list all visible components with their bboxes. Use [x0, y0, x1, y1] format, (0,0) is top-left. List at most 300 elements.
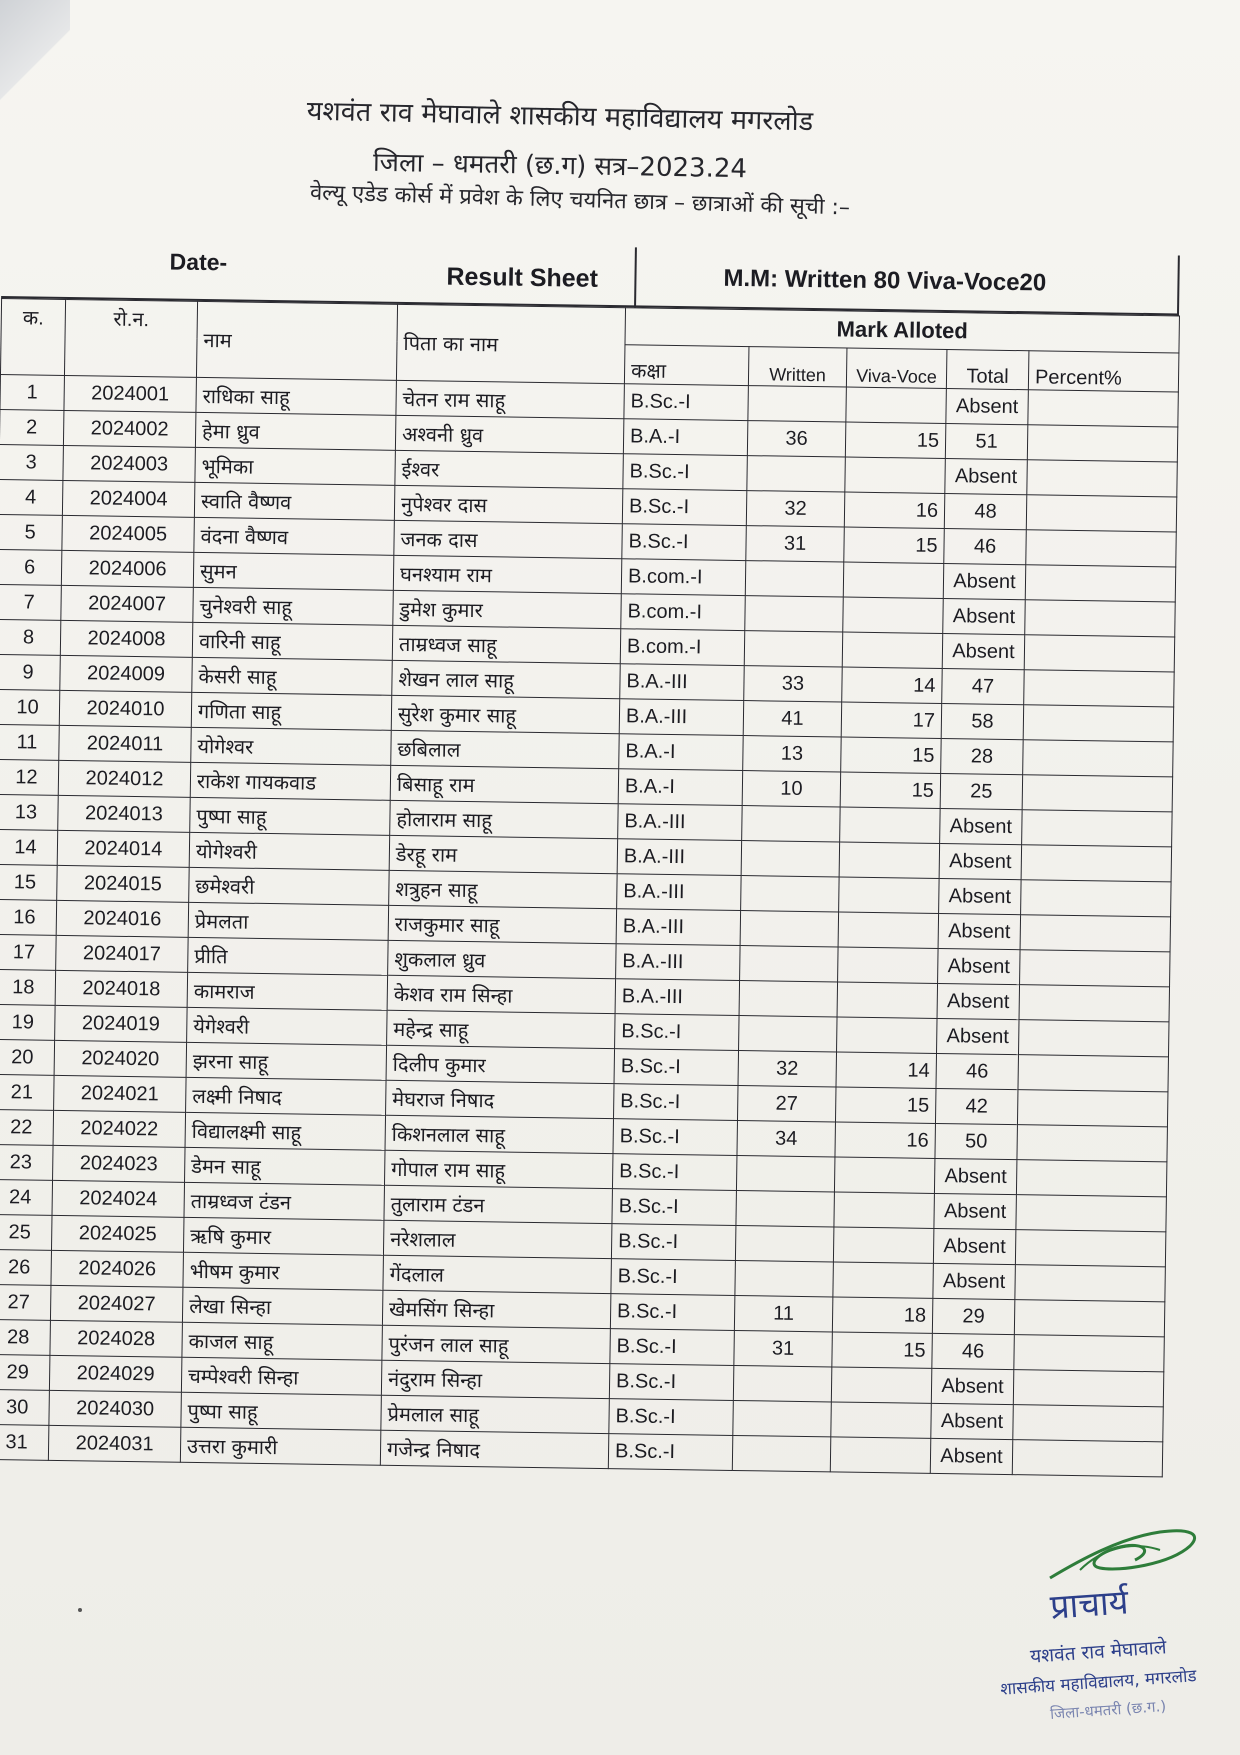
row-roll-number: 2024018	[55, 970, 188, 1007]
row-viva-marks	[833, 1227, 934, 1263]
row-total: Absent	[933, 1263, 1016, 1299]
row-total: Absent	[946, 389, 1029, 425]
row-viva-marks	[839, 842, 940, 878]
row-written-marks: 36	[747, 421, 846, 457]
row-total: 29	[932, 1298, 1015, 1334]
row-father-name: जनक दास	[394, 520, 622, 558]
row-written-marks	[735, 1225, 834, 1261]
row-student-name: उत्तरा कुमारी	[180, 1427, 380, 1465]
row-father-name: गोपाल राम साहू	[384, 1150, 612, 1188]
row-class: B.Sc.-I	[609, 1364, 734, 1401]
page-fold-corner	[0, 0, 70, 110]
row-total: Absent	[931, 1403, 1014, 1439]
row-class: B.A.-III	[617, 839, 742, 876]
row-father-name: नरेशलाल	[383, 1220, 611, 1258]
col-roll: रो.न.	[64, 299, 197, 377]
row-class: B.Sc.-I	[624, 384, 749, 421]
row-student-name: चम्पेश्वरी सिन्हा	[181, 1357, 381, 1395]
row-father-name: गजेन्द्र निषाद	[380, 1430, 608, 1468]
row-percent	[1027, 425, 1178, 462]
row-student-name: भीषम कुमार	[183, 1252, 383, 1290]
row-percent	[1024, 635, 1175, 672]
row-roll-number: 2024001	[64, 375, 197, 412]
row-father-name: नुपेश्वर दास	[394, 485, 622, 523]
row-student-name: वारिनी साहू	[192, 622, 392, 660]
row-percent	[1023, 705, 1174, 742]
row-written-marks: 32	[746, 491, 845, 527]
row-percent	[1023, 740, 1174, 777]
row-roll-number: 2024005	[62, 515, 195, 552]
row-viva-marks: 16	[844, 492, 945, 528]
row-class: B.Sc.-I	[611, 1259, 736, 1296]
row-sno: 9	[0, 654, 60, 690]
row-sno: 2	[0, 409, 64, 445]
row-written-marks: 31	[746, 526, 845, 562]
row-viva-marks: 15	[841, 737, 942, 773]
row-total: 58	[941, 703, 1024, 739]
row-father-name: शत्रुहन साहू	[389, 870, 617, 908]
row-roll-number: 2024023	[53, 1145, 186, 1182]
row-roll-number: 2024007	[61, 585, 194, 622]
row-written-marks	[736, 1156, 835, 1192]
row-viva-marks	[837, 982, 938, 1018]
row-written-marks: 32	[738, 1051, 837, 1087]
table-body	[0, 374, 1178, 1476]
row-total: Absent	[938, 948, 1021, 984]
row-sno: 22	[0, 1109, 54, 1145]
row-father-name: होलाराम साहू	[390, 800, 618, 838]
row-class: B.Sc.-I	[614, 1084, 739, 1121]
row-written-marks	[736, 1191, 835, 1227]
row-total: 46	[944, 529, 1027, 565]
row-student-name: लक्ष्मी निषाद	[186, 1077, 386, 1115]
row-class: B.A.-I	[623, 419, 748, 456]
row-father-name: घनश्याम राम	[393, 555, 621, 593]
row-percent	[1012, 1440, 1163, 1477]
row-viva-marks	[838, 947, 939, 983]
row-father-name: तुलाराम टंडन	[384, 1185, 612, 1223]
row-roll-number: 2024016	[56, 900, 189, 937]
row-written-marks	[745, 596, 844, 632]
row-percent	[1026, 530, 1177, 567]
row-percent	[1013, 1370, 1164, 1407]
row-roll-number: 2024017	[56, 935, 189, 972]
row-father-name: प्रेमलाल साहू	[381, 1395, 609, 1433]
row-written-marks: 34	[737, 1121, 836, 1157]
row-viva-marks	[830, 1437, 931, 1473]
row-percent	[1017, 1090, 1168, 1127]
row-class: B.Sc.-I	[623, 454, 748, 491]
row-student-name: स्वाति वैष्णव	[194, 482, 394, 520]
row-total: Absent	[933, 1228, 1016, 1264]
row-total: Absent	[930, 1438, 1013, 1474]
col-name: नाम	[196, 301, 397, 380]
row-roll-number: 2024022	[53, 1110, 186, 1147]
row-class: B.A.-I	[618, 769, 743, 806]
row-roll-number: 2024019	[55, 1005, 188, 1042]
row-written-marks	[739, 981, 838, 1017]
row-viva-marks	[845, 457, 946, 493]
row-percent	[1020, 950, 1171, 987]
col-class: कक्षा	[624, 345, 749, 386]
row-percent	[1018, 1020, 1169, 1057]
row-student-name: लेखा सिन्हा	[182, 1287, 382, 1325]
row-total: Absent	[943, 564, 1026, 600]
row-total: Absent	[934, 1158, 1017, 1194]
row-sno: 23	[0, 1144, 53, 1180]
row-percent	[1021, 845, 1172, 882]
row-sno: 8	[0, 619, 61, 655]
row-total: Absent	[942, 633, 1025, 669]
row-percent	[1018, 1055, 1169, 1092]
row-total: 25	[940, 773, 1023, 809]
row-roll-number: 2024008	[60, 620, 193, 657]
row-roll-number: 2024006	[61, 550, 194, 587]
row-father-name: ईश्वर	[395, 450, 623, 488]
row-student-name: पुष्पा साहू	[190, 797, 390, 835]
row-written-marks	[740, 946, 839, 982]
row-class: B.Sc.-I	[609, 1399, 734, 1436]
row-student-name: सुमन	[193, 552, 393, 590]
row-viva-marks	[846, 387, 947, 423]
row-class: B.A.-III	[616, 909, 741, 946]
row-written-marks	[744, 631, 843, 667]
row-class: B.Sc.-I	[612, 1189, 737, 1226]
row-viva-marks: 15	[832, 1332, 933, 1368]
row-total: Absent	[934, 1193, 1017, 1229]
row-sno: 25	[0, 1214, 52, 1250]
row-percent	[1020, 915, 1171, 952]
row-sno: 5	[0, 514, 62, 550]
row-sno: 10	[0, 689, 60, 725]
row-class: B.A.-I	[619, 734, 744, 771]
row-roll-number: 2024030	[49, 1390, 182, 1427]
row-written-marks: 13	[743, 736, 842, 772]
row-percent	[1022, 775, 1173, 812]
top-divider	[634, 247, 637, 307]
row-total: Absent	[945, 459, 1028, 495]
row-total: 50	[935, 1123, 1018, 1159]
row-roll-number: 2024002	[63, 410, 196, 447]
row-viva-marks	[842, 632, 943, 668]
row-roll-number: 2024012	[58, 760, 191, 797]
row-total: Absent	[943, 599, 1026, 635]
row-roll-number: 2024031	[48, 1425, 181, 1462]
row-student-name: छमेश्वरी	[189, 867, 389, 905]
row-student-name: पुष्पा साहू	[181, 1392, 381, 1430]
row-written-marks	[747, 456, 846, 492]
row-class: B.A.-III	[618, 804, 743, 841]
row-percent	[1016, 1160, 1167, 1197]
row-viva-marks: 15	[840, 772, 941, 808]
row-viva-marks	[831, 1402, 932, 1438]
row-total: Absent	[939, 843, 1022, 879]
row-father-name: दिलीप कुमार	[386, 1045, 614, 1083]
row-father-name: नंदुराम सिन्हा	[381, 1360, 609, 1398]
row-viva-marks: 14	[836, 1052, 937, 1088]
row-sno: 24	[0, 1179, 53, 1215]
row-roll-number: 2024021	[54, 1075, 187, 1112]
row-class: B.Sc.-I	[610, 1329, 735, 1366]
row-father-name: चेतन राम साहू	[396, 380, 624, 418]
row-father-name: शुकलाल ध्रुव	[388, 940, 616, 978]
row-sno: 30	[0, 1389, 49, 1425]
row-percent	[1015, 1265, 1166, 1302]
row-sno: 1	[0, 374, 64, 410]
row-percent	[1024, 670, 1175, 707]
row-viva-marks: 17	[841, 702, 942, 738]
row-total: 47	[942, 668, 1025, 704]
col-percent: Percent%	[1028, 351, 1179, 392]
max-marks-label: M.M: Written 80 Viva-Voce20	[723, 264, 1047, 297]
row-class: B.com.-I	[621, 594, 746, 631]
result-sheet	[0, 238, 1180, 1477]
row-roll-number: 2024003	[63, 445, 196, 482]
row-roll-number: 2024015	[57, 865, 190, 902]
row-viva-marks: 14	[842, 667, 943, 703]
row-student-name: केसरी साहू	[192, 657, 392, 695]
row-written-marks: 31	[734, 1330, 833, 1366]
row-sno: 6	[0, 549, 62, 585]
row-father-name: राजकुमार साहू	[388, 905, 616, 943]
row-percent	[1027, 460, 1178, 497]
row-student-name: चुनेश्वरी साहू	[193, 587, 393, 625]
row-student-name: विद्यालक्ष्मी साहू	[185, 1112, 385, 1150]
date-label: Date-	[169, 248, 228, 276]
row-sno: 20	[0, 1039, 55, 1075]
result-sheet-label: Result Sheet	[446, 262, 599, 293]
stamp-title: प्राचार्य	[1048, 1582, 1130, 1628]
row-total: Absent	[940, 808, 1023, 844]
row-sno: 4	[0, 479, 63, 515]
row-total: Absent	[939, 878, 1022, 914]
row-percent	[1017, 1125, 1168, 1162]
row-roll-number: 2024004	[62, 480, 195, 517]
stamp-line-3: जिला-धमतरी (छ.ग.)	[1049, 1696, 1167, 1724]
row-percent	[1013, 1405, 1164, 1442]
row-viva-marks	[834, 1192, 935, 1228]
row-sno: 21	[0, 1074, 54, 1110]
row-father-name: डेरहू राम	[389, 835, 617, 873]
row-father-name: पुरंजन लाल साहू	[382, 1325, 610, 1363]
row-class: B.Sc.-I	[614, 1049, 739, 1086]
row-viva-marks: 15	[835, 1087, 936, 1123]
row-written-marks	[745, 561, 844, 597]
row-written-marks	[741, 876, 840, 912]
row-viva-marks	[838, 912, 939, 948]
row-student-name: हेमा ध्रुव	[195, 412, 395, 450]
pencil-mark	[78, 1608, 82, 1612]
row-total: 42	[935, 1088, 1018, 1124]
row-total: 48	[944, 494, 1027, 530]
row-roll-number: 2024028	[50, 1320, 183, 1357]
row-student-name: प्रीति	[188, 937, 388, 975]
row-father-name: छबिलाल	[391, 730, 619, 768]
stamp-line-1: यशवंत राव मेघावाले	[1029, 1636, 1168, 1668]
row-student-name: प्रेमलता	[188, 902, 388, 940]
row-class: B.A.-III	[617, 874, 742, 911]
row-viva-marks	[833, 1262, 934, 1298]
row-total: Absent	[931, 1368, 1014, 1404]
row-written-marks	[748, 386, 847, 422]
row-total: 51	[945, 424, 1028, 460]
row-sno: 3	[0, 444, 63, 480]
result-table	[0, 298, 1180, 1477]
row-student-name: ऋषि कुमार	[183, 1217, 383, 1255]
row-roll-number: 2024027	[50, 1285, 183, 1322]
row-sno: 7	[0, 584, 61, 620]
row-viva-marks: 16	[835, 1122, 936, 1158]
row-student-name: डेमन साहू	[185, 1147, 385, 1185]
row-student-name: योगेश्वर	[191, 727, 391, 765]
row-sno: 31	[0, 1424, 49, 1460]
row-sno: 17	[0, 934, 56, 970]
row-percent	[1021, 880, 1172, 917]
row-percent	[1014, 1300, 1165, 1337]
district-session-line: जिला – धमतरी (छ.ग) सत्र–2023.24	[372, 147, 748, 185]
row-viva-marks	[840, 807, 941, 843]
col-sno: क.	[0, 299, 65, 376]
row-roll-number: 2024020	[54, 1040, 187, 1077]
row-father-name: डुमेश कुमार	[393, 590, 621, 628]
row-sno: 28	[0, 1319, 50, 1355]
row-percent	[1025, 600, 1176, 637]
row-father-name: मेघराज निषाद	[386, 1080, 614, 1118]
row-written-marks: 41	[743, 701, 842, 737]
row-roll-number: 2024024	[52, 1180, 185, 1217]
row-sno: 29	[0, 1354, 50, 1390]
row-total: Absent	[937, 1018, 1020, 1054]
row-student-name: वंदना वैष्णव	[194, 517, 394, 555]
row-roll-number: 2024011	[59, 725, 192, 762]
row-viva-marks: 15	[844, 527, 945, 563]
row-student-name: राधिका साहू	[196, 377, 396, 415]
row-sno: 11	[0, 724, 59, 760]
row-student-name: कामराज	[187, 972, 387, 1010]
row-percent	[1026, 495, 1177, 532]
row-father-name: केशव राम सिन्हा	[387, 975, 615, 1013]
row-roll-number: 2024014	[57, 830, 190, 867]
row-student-name: गणिता साहू	[191, 692, 391, 730]
row-written-marks	[735, 1260, 834, 1296]
row-class: B.A.-III	[620, 664, 745, 701]
row-viva-marks	[839, 877, 940, 913]
row-student-name: येगेश्वरी	[187, 1007, 387, 1045]
row-class: B.com.-I	[621, 559, 746, 596]
row-sno: 14	[0, 829, 58, 865]
row-total: 46	[932, 1333, 1015, 1369]
row-sno: 12	[0, 759, 59, 795]
row-father-name: शेखन लाल साहू	[392, 660, 620, 698]
row-percent	[1014, 1335, 1165, 1372]
row-total: 28	[941, 738, 1024, 774]
row-student-name: काजल साहू	[182, 1322, 382, 1360]
row-student-name: ताम्रध्वज टंडन	[184, 1182, 384, 1220]
row-written-marks: 11	[734, 1295, 833, 1331]
row-class: B.Sc.-I	[610, 1294, 735, 1331]
row-written-marks	[733, 1365, 832, 1401]
col-viva: Viva-Voce	[846, 348, 947, 388]
row-father-name: खेमसिंग सिन्हा	[382, 1290, 610, 1328]
row-viva-marks	[831, 1367, 932, 1403]
col-father: पिता का नाम	[396, 304, 625, 383]
row-percent	[1025, 565, 1176, 602]
row-class: B.Sc.-I	[611, 1224, 736, 1261]
list-subtitle: वेल्यू एडेड कोर्स में प्रवेश के लिए चयनित छात्र – छात्राओं की सूची :–	[309, 180, 851, 221]
row-sno: 13	[0, 794, 58, 830]
row-percent	[1016, 1195, 1167, 1232]
mark-alloted-header: Mark Alloted	[625, 308, 1179, 353]
row-roll-number: 2024026	[51, 1250, 184, 1287]
row-student-name: झरना साहू	[186, 1042, 386, 1080]
principal-stamp	[999, 1520, 1240, 1755]
row-sno: 26	[0, 1249, 51, 1285]
row-student-name: राकेश गायकवाड	[190, 762, 390, 800]
row-class: B.Sc.-I	[612, 1154, 737, 1191]
row-class: B.com.-I	[620, 629, 745, 666]
col-total: Total	[946, 350, 1029, 390]
row-father-name: बिसाहू राम	[390, 765, 618, 803]
row-father-name: अश्वनी ध्रुव	[395, 415, 623, 453]
row-father-name: सुरेश कुमार साहू	[391, 695, 619, 733]
row-written-marks	[739, 1016, 838, 1052]
row-sno: 18	[0, 969, 56, 1005]
row-class: B.A.-III	[616, 944, 741, 981]
row-percent	[1015, 1230, 1166, 1267]
row-viva-marks	[843, 562, 944, 598]
row-total: 46	[936, 1053, 1019, 1089]
row-class: B.Sc.-I	[622, 489, 747, 526]
college-title: यशवंत राव मेघावाले शासकीय महाविद्यालय मगरलोड	[306, 95, 814, 138]
row-class: B.Sc.-I	[622, 524, 747, 561]
row-sno: 15	[0, 864, 57, 900]
row-percent	[1019, 985, 1170, 1022]
row-written-marks	[732, 1435, 831, 1471]
row-roll-number: 2024025	[51, 1215, 184, 1252]
row-written-marks: 27	[737, 1086, 836, 1122]
row-class: B.Sc.-I	[615, 1014, 740, 1051]
row-written-marks	[740, 911, 839, 947]
row-viva-marks: 15	[845, 422, 946, 458]
row-viva-marks	[834, 1157, 935, 1193]
row-viva-marks	[843, 597, 944, 633]
row-father-name: ताम्रध्वज साहू	[392, 625, 620, 663]
row-roll-number: 2024009	[60, 655, 193, 692]
row-total: Absent	[938, 913, 1021, 949]
row-total: Absent	[937, 983, 1020, 1019]
row-sno: 19	[0, 1004, 55, 1040]
row-father-name: किशनलाल साहू	[385, 1115, 613, 1153]
row-written-marks: 33	[744, 666, 843, 702]
row-roll-number: 2024013	[58, 795, 191, 832]
row-written-marks	[741, 841, 840, 877]
row-viva-marks: 18	[832, 1297, 933, 1333]
row-viva-marks	[837, 1017, 938, 1053]
row-sno: 27	[0, 1284, 51, 1320]
row-father-name: महेन्द्र साहू	[387, 1010, 615, 1048]
row-percent	[1028, 390, 1179, 427]
row-written-marks: 10	[742, 771, 841, 807]
row-class: B.A.-III	[619, 699, 744, 736]
row-class: B.Sc.-I	[608, 1434, 733, 1471]
row-written-marks	[742, 806, 841, 842]
row-class: B.Sc.-I	[613, 1119, 738, 1156]
row-student-name: भूमिका	[195, 447, 395, 485]
row-roll-number: 2024010	[59, 690, 192, 727]
row-sno: 16	[0, 899, 57, 935]
col-written: Written	[748, 347, 847, 387]
row-class: B.A.-III	[615, 979, 740, 1016]
